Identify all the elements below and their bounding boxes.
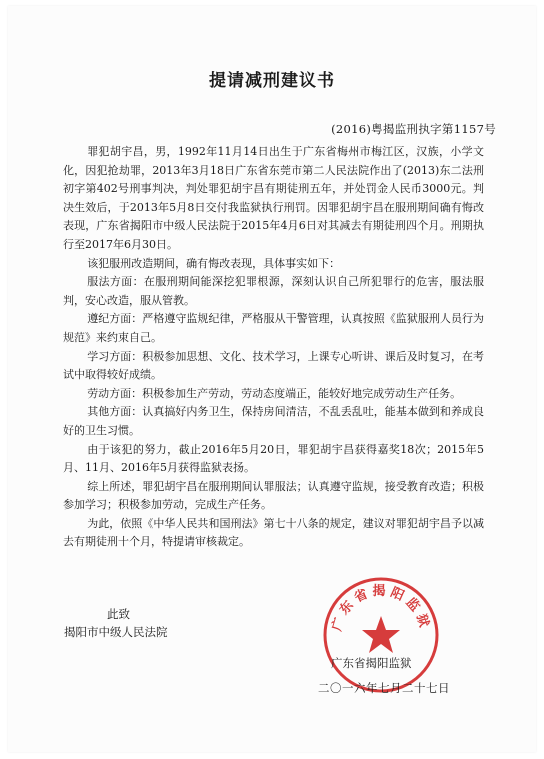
- paragraph-recommendation: 为此，依照《中华人民共和国刑法》第七十八条的规定，建议对罪犯胡宇昌予以减去有期徒刑十个月，特提请审核裁定。: [63, 516, 484, 549]
- document-title: 提请减刑建议书: [209, 71, 335, 91]
- signing-organization: 广东省揭阳监狱: [331, 656, 412, 670]
- document-number: (2016)粤揭监刑执字第1157号: [331, 122, 496, 136]
- seal-arc-text: 广东省揭阳监狱: [329, 584, 433, 633]
- paragraph-discipline: 遵纪方面：严格遵守监规纪律，严格服从干警管理，认真按照《监狱服刑人员行为规范》来约束自己。: [63, 312, 484, 344]
- closing-salutation: 此致: [107, 607, 130, 621]
- paragraph-law-abiding: 服法方面：在服刑期间能深挖犯罪根源，深刻认识自己所犯罪行的危害，服法服判，安心改造，服从管教。: [63, 275, 484, 307]
- paragraph-criminal-info: 罪犯胡宇昌，男，1992年11月14日出生于广东省梅州市梅江区，汉族，小学文化，因犯抢劫罪，2013年3月18日广东省东莞市第二人民法院作出了(2013)东二法刑初字第402号刑事判决，判处罪犯胡宇昌有期徒刑五年，并处罚金人民币3000元。判决生效后，于2013年5月8日交付我监狱执行刑罚。因罪犯胡宇昌在服刑期间确有悔改表现，广东省揭阳市中级人民法院于2015年4月6日对其减去有期徒刑四个月。刑期执行至2017年6月30日。: [63, 145, 484, 251]
- paragraph-other: 其他方面：认真搞好内务卫生，保持房间清洁，不乱丢乱吐，能基本做到和养成良好的卫生习惯。: [63, 405, 484, 437]
- paragraph-summary: 综上所述，罪犯胡宇昌在服刑期间认罪服法；认真遵守监规，接受教育改造；积极参加学习；积极参加劳动，完成生产任务。: [63, 479, 484, 512]
- paragraph-study: 学习方面：积极参加思想、文化、技术学习，上课专心听讲、课后及时复习，在考试中取得较好成绩。: [63, 349, 484, 382]
- paragraph-awards: 由于该犯的努力，截止2016年5月20日，罪犯胡宇昌获得嘉奖18次；2015年5月、11月、2016年5月获得监狱表扬。: [63, 442, 484, 475]
- document-body: [63, 143, 484, 552]
- closing-recipient: 揭阳市中级人民法院: [64, 625, 168, 639]
- signing-date: 二〇一六年七月二十七日: [318, 681, 450, 695]
- paragraph-intro: 该犯服刑改造期间，确有悔改表现，具体事实如下：: [87, 256, 341, 270]
- paragraph-labor: 劳动方面：积极参加生产劳动，劳动态度端正，能较好地完成劳动生产任务。: [87, 386, 462, 400]
